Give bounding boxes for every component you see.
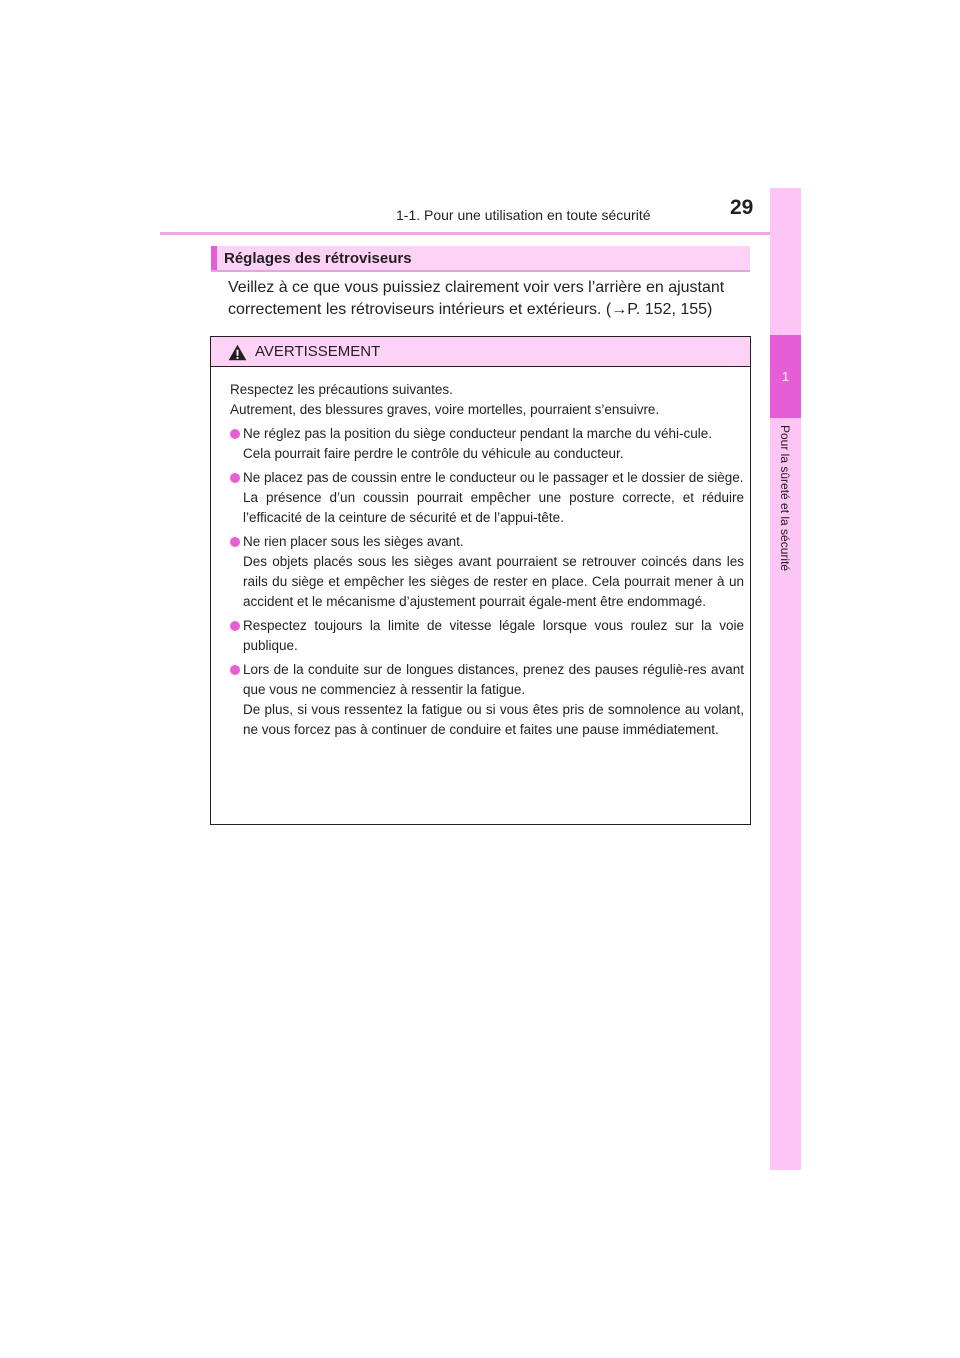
section-intro-line-1: Veillez à ce que vous puissiez clairement voir vers l’arrière en ajustant [228,279,725,296]
warning-item [230,468,744,528]
section-intro [228,277,746,321]
warning-item-lead: Ne rien placer sous les sièges avant. [243,534,464,549]
warning-triangle-icon [228,344,247,361]
warning-intro-line-1: Respectez les précautions suivantes. [230,382,453,397]
bullet-dot-icon [230,665,240,675]
warning-item-detail: La présence d’un coussin pourrait empêcher une posture correcte, et réduire l’efficacité de la ceinture de sécurité et de l’appui-tête. [243,490,744,525]
side-tab-label: Pour la sûreté et la sécurité [778,425,792,572]
section-title: Réglages des rétroviseurs [224,250,412,267]
warning-item [230,532,744,612]
bullet-dot-icon [230,537,240,547]
warning-item-lead: Respectez toujours la limite de vitesse légale lorsque vous roulez sur la voie publique. [243,618,744,653]
warning-item [230,616,744,656]
bullet-dot-icon [230,429,240,439]
warning-item-lead: Ne placez pas de coussin entre le conducteur ou le passager et le dossier de siège. [243,470,744,485]
warning-item-detail: Cela pourrait faire perdre le contrôle du véhicule au conducteur. [243,446,624,461]
warning-item [230,424,744,464]
warning-item-detail: Des objets placés sous les sièges avant pourraient se retrouver coincés dans les rails du siège et empêcher les sièges de rester en place. Cela pourrait mener à un accident et le mécanisme d’ajustement pourrait égale-ment être endommagé. [243,554,744,609]
warning-body [230,380,744,744]
warning-header [211,337,750,367]
warning-item [230,660,744,740]
section-heading-accent-bar [211,246,217,270]
warning-box [210,336,751,825]
page-number: 29 [730,196,754,219]
chapter-title: 1-1. Pour une utilisation en toute sécurité [396,207,651,223]
warning-title: AVERTISSEMENT [255,343,381,360]
header-rule [160,232,800,235]
warning-item-lead: Lors de la conduite sur de longues distances, prenez des pauses réguliè-res avant que vous ne commenciez à ressentir la fatigue. [243,662,744,697]
section-intro-line-2: correctement les rétroviseurs intérieurs et extérieurs. (→P. 152, 155) [228,301,713,318]
bullet-dot-icon [230,621,240,631]
warning-intro-line-2: Autrement, des blessures graves, voire mortelles, pourraient s’ensuivre. [230,402,660,417]
warning-item-detail: De plus, si vous ressentez la fatigue ou si vous êtes pris de somnolence au volant, ne vous forcez pas à continuer de conduire et faites une pause immédiatement. [243,702,744,737]
side-tab-chapter-number: 1 [770,335,801,418]
bullet-dot-icon [230,473,240,483]
section-heading [211,246,750,272]
warning-item-lead: Ne réglez pas la position du siège conducteur pendant la marche du véhi-cule. [243,426,713,441]
